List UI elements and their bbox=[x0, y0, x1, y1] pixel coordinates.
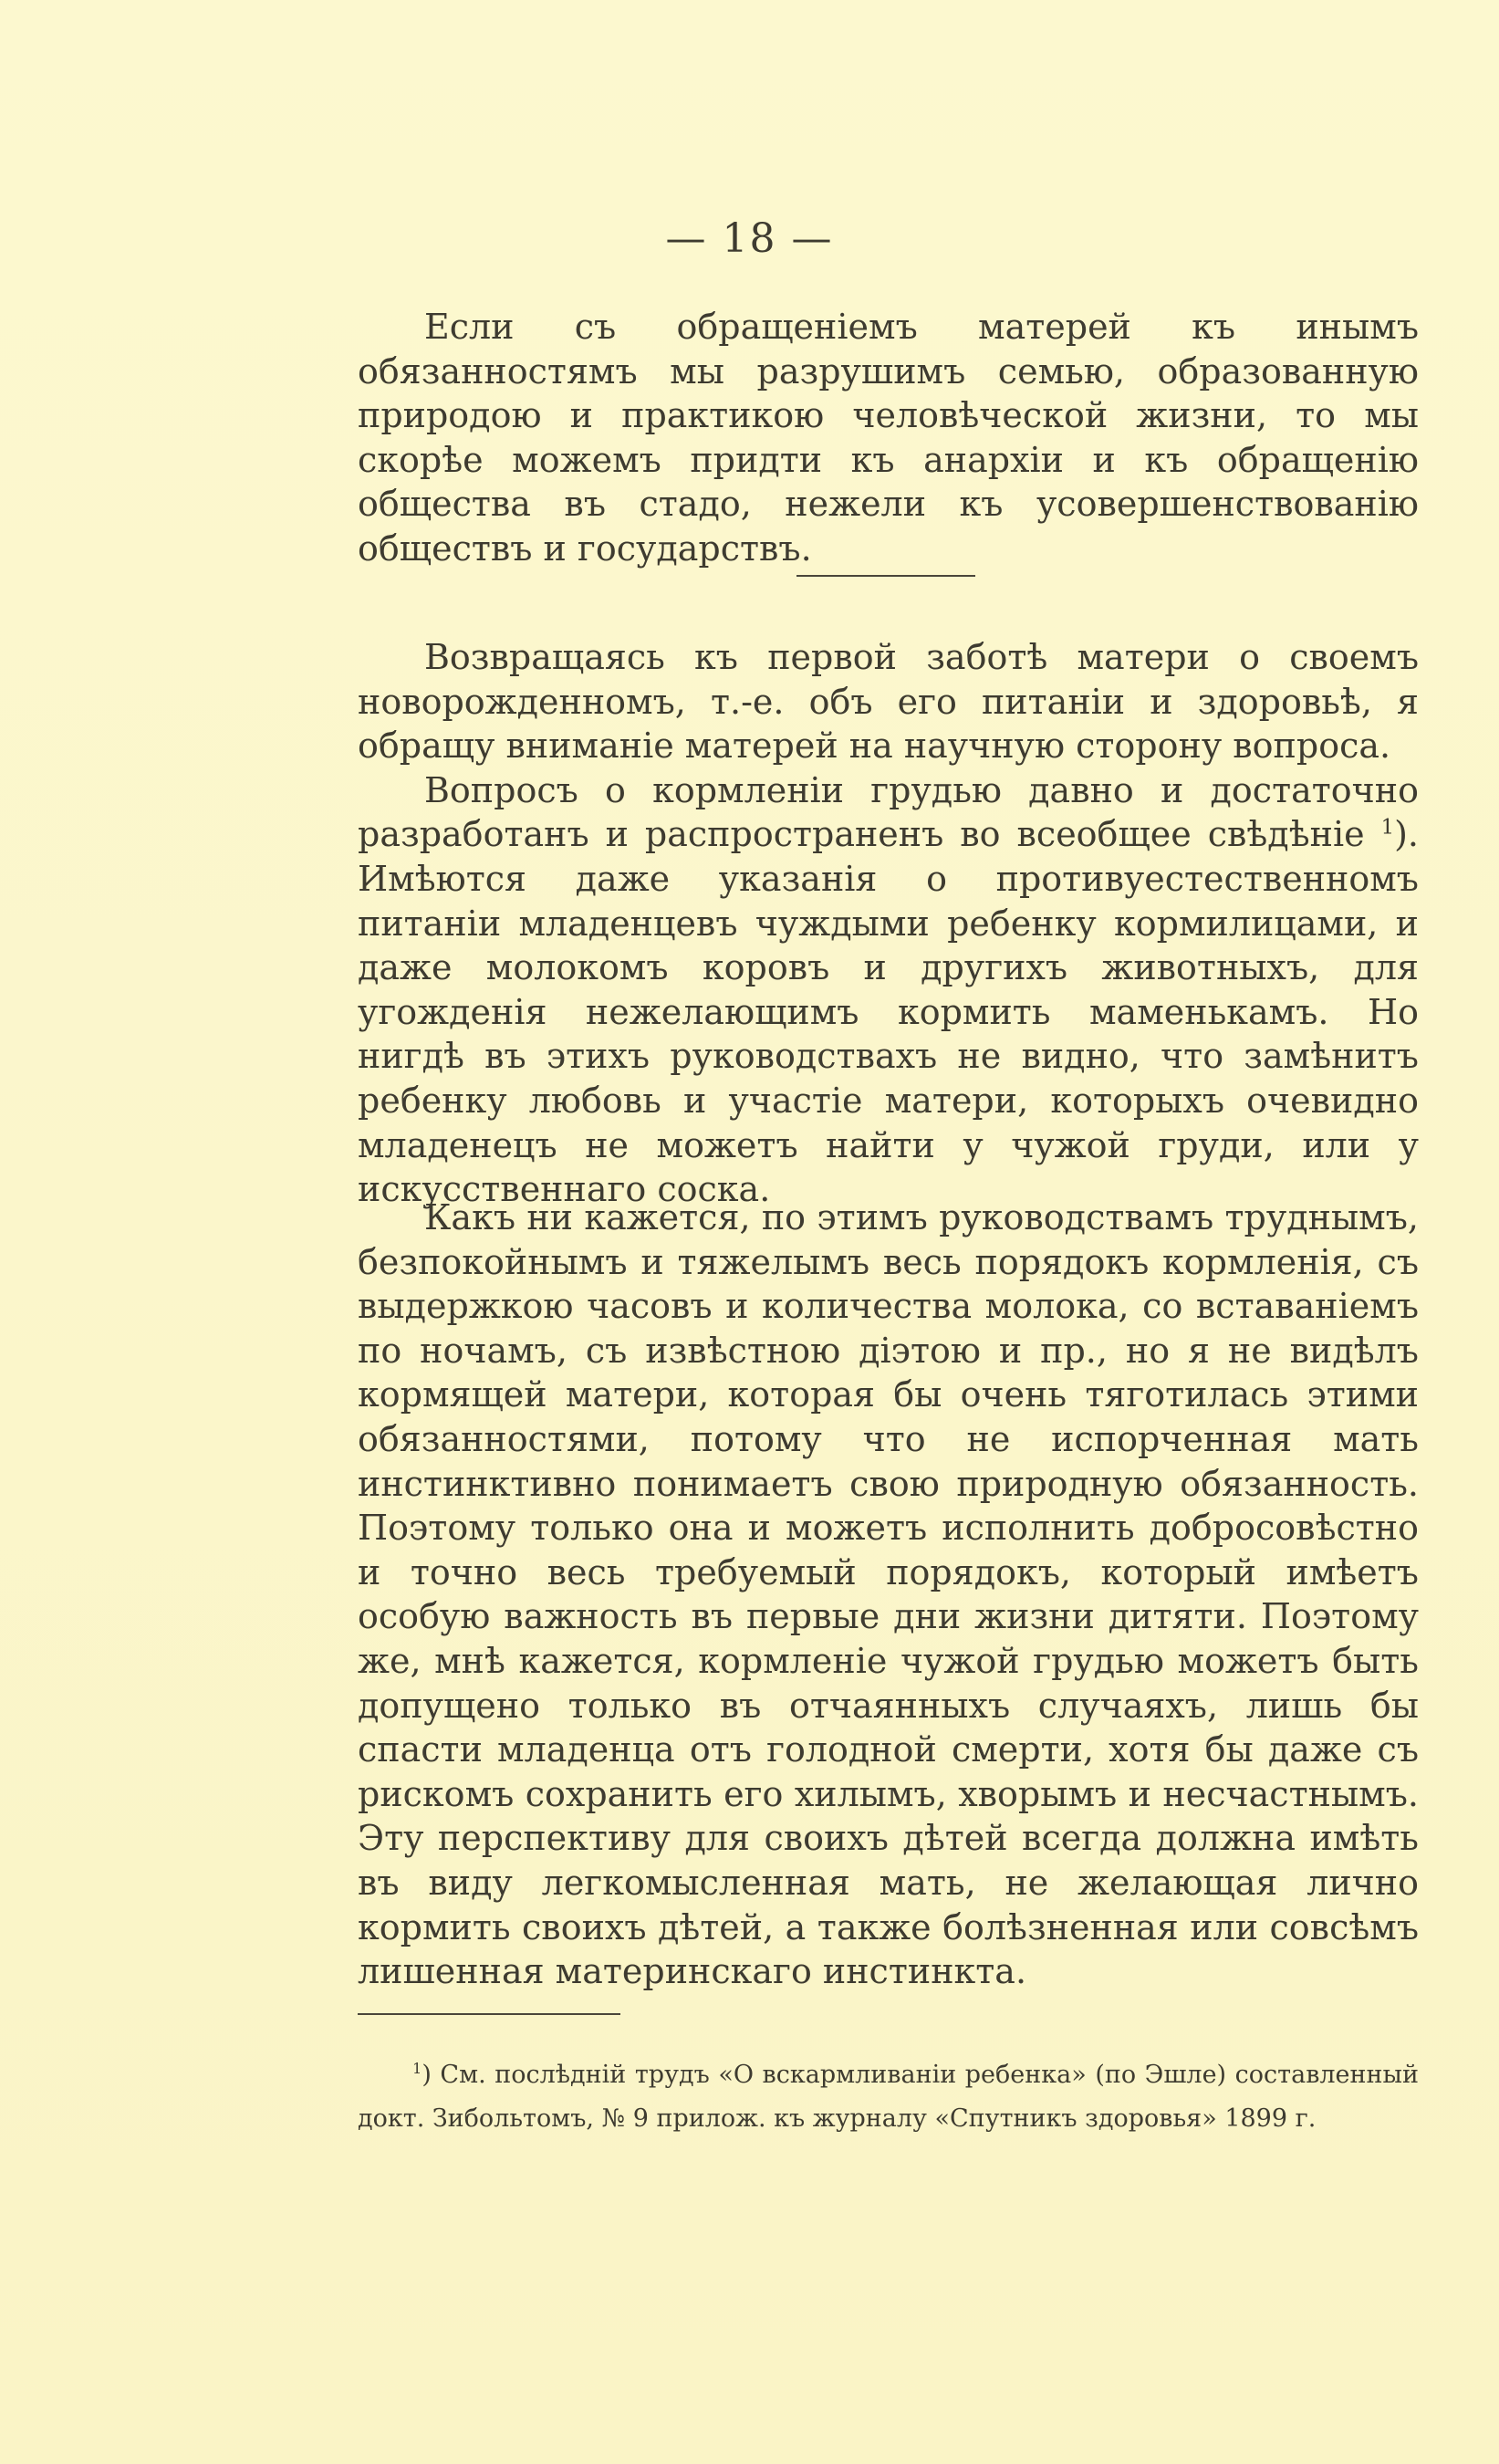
footnote-text: ) См. послѣдній трудъ «О вскармливаніи ребенка» (по Эшле) составленный докт. Зибольтомъ, № 9 прилож. къ журналу «Спутникъ здоровья» 1899 г. bbox=[358, 2061, 1419, 2133]
paragraph-text: Вопросъ о кормленіи грудью давно и достаточно разработанъ и распространенъ во всеобщее свѣдѣніе bbox=[358, 769, 1419, 855]
paragraph: Какъ ни кажется, по этимъ руководствамъ труднымъ, безпокойнымъ и тяжелымъ весь порядокъ кормленія, съ выдержкою часовъ и количества молока, со вставаніемъ по ночамъ, съ извѣстною діэтою и пр., но я не видѣлъ кормящей матери, которая бы очень тяготилась этими обязанностями, потому что не испорченная мать инстинктивно понимаетъ свою природную обязанность. Поэтому только она и можетъ исполнить добросовѣстно и точно весь требуемый порядокъ, который имѣетъ особую важность въ первые дни жизни дитяти. Поэтому же, мнѣ кажется, кормленіе чужой грудью можетъ быть допущено только въ отчаянныхъ случаяхъ, лишь бы спасти младенца отъ голодной смерти, хотя бы даже съ рискомъ сохранить его хилымъ, хворымъ и несчастнымъ. Эту перспективу для своихъ дѣтей всегда должна имѣть въ виду легкомысленная мать, не желающая лично кормить своихъ дѣтей, а также болѣзненная или совсѣмъ лишенная материнскаго инстинкта. bbox=[358, 1197, 1419, 1992]
footnote-reference[interactable]: 1 bbox=[1380, 815, 1395, 840]
text-section-3 bbox=[358, 1195, 1419, 1994]
text-section-1 bbox=[358, 305, 1419, 571]
text-section-2 bbox=[358, 635, 1419, 1212]
section-separator bbox=[796, 575, 975, 577]
page-number: — 18 — bbox=[665, 215, 834, 262]
paragraph-text: ). Имѣются даже указанія о противуестественномъ питаніи младенцевъ чуждыми ребенку кормилицами, и даже молокомъ коровъ и другихъ животныхъ, для угожденія нежелающимъ кормить маменькамъ. Но нигдѣ въ этихъ руководствахъ не видно, что замѣнитъ ребенку любовь и участіе матери, которыхъ очевидно младенецъ не можетъ найти у чужой груди, или у искусственнаго соска. bbox=[358, 814, 1419, 1210]
footnote-divider bbox=[358, 2013, 620, 2015]
footnote-marker: 1 bbox=[412, 2060, 422, 2077]
paragraph-with-footnote-ref bbox=[358, 768, 1419, 1212]
footnote bbox=[358, 2053, 1419, 2141]
paragraph: Если съ обращеніемъ матерей къ инымъ обязанностямъ мы разрушимъ семью, образованную природою и практикою человѣческой жизни, то мы скорѣе можемъ придти къ анархіи и къ обращенію общества въ стадо, нежели къ усовершенствованію обществъ и государствъ. bbox=[358, 307, 1419, 569]
paragraph: Возвращаясь къ первой заботѣ матери о своемъ новорожденномъ, т.-е. объ его питаніи и здоровьѣ, я обращу вниманіе матерей на научную сторону вопроса. bbox=[358, 637, 1419, 767]
